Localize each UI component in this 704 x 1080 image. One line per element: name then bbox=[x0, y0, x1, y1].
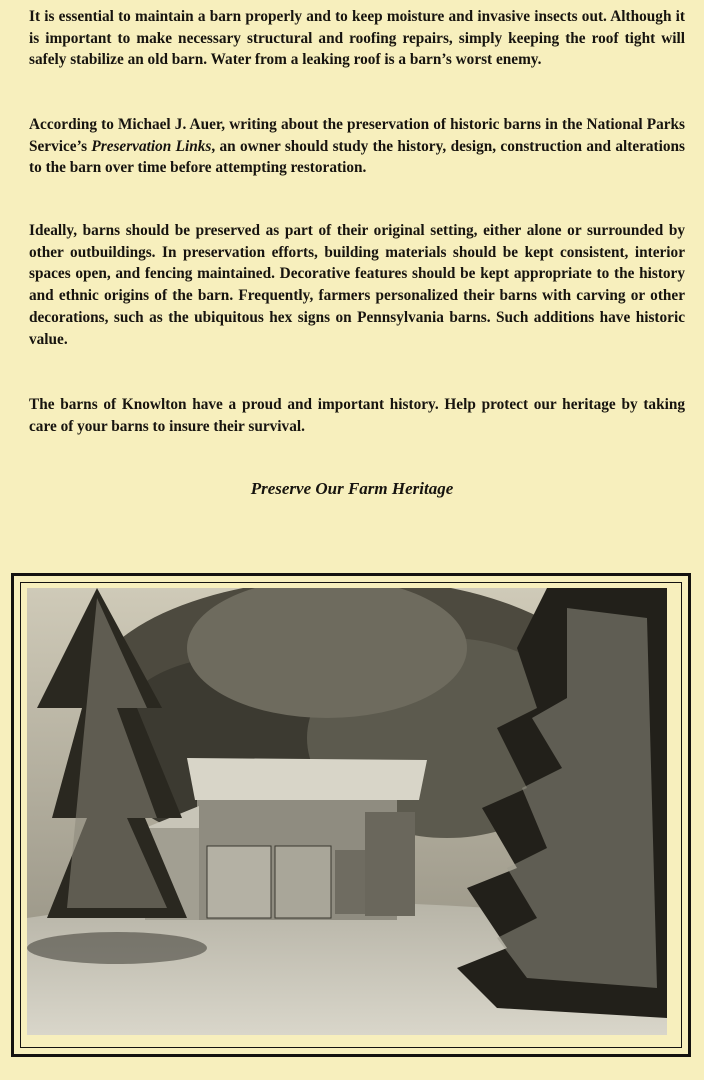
photo-frame bbox=[11, 573, 691, 1057]
paragraph-auer-lead: According to Michael J. Auer, writing about the preservation of historic barns in the National Parks Service’s bbox=[29, 116, 685, 155]
tree-shadow bbox=[27, 932, 207, 964]
paragraph-auer bbox=[29, 114, 685, 179]
barn-photo bbox=[27, 588, 667, 1035]
paragraph-setting: Ideally, barns should be preserved as part of their original setting, either alone or surrounded by other outbuildings. In preservation efforts, building materials should be kept consistent, interior spaces open, and fencing maintained. Decorative features should be kept appropriate to the history and ethnic origins of the barn. Frequently, farmers personalized their barns with carving or other decorations, such as the ubiquitous hex signs on Pennsylvania barns. Such additions have historic value. bbox=[29, 222, 685, 348]
paragraph-maintenance: It is essential to maintain a barn properly and to keep moisture and invasive insects out. Although it is important to make necessary structural and roofing repairs, simply keeping the roof tight will safely stabilize an old barn. Water from a leaking roof is a barn’s worst enemy. bbox=[29, 8, 685, 69]
paragraph-auer-tail: , an owner should study the history, design, construction and alterations to the barn over time before attempting restoration. bbox=[29, 137, 686, 177]
section-heading: Preserve Our Farm Heritage bbox=[250, 479, 454, 498]
publication-title: Preservation Links bbox=[91, 137, 212, 155]
paragraph-knowlton: The barns of Knowlton have a proud and important history. Help protect our heritage by taking care of your barns to insure their survival. bbox=[29, 396, 685, 435]
